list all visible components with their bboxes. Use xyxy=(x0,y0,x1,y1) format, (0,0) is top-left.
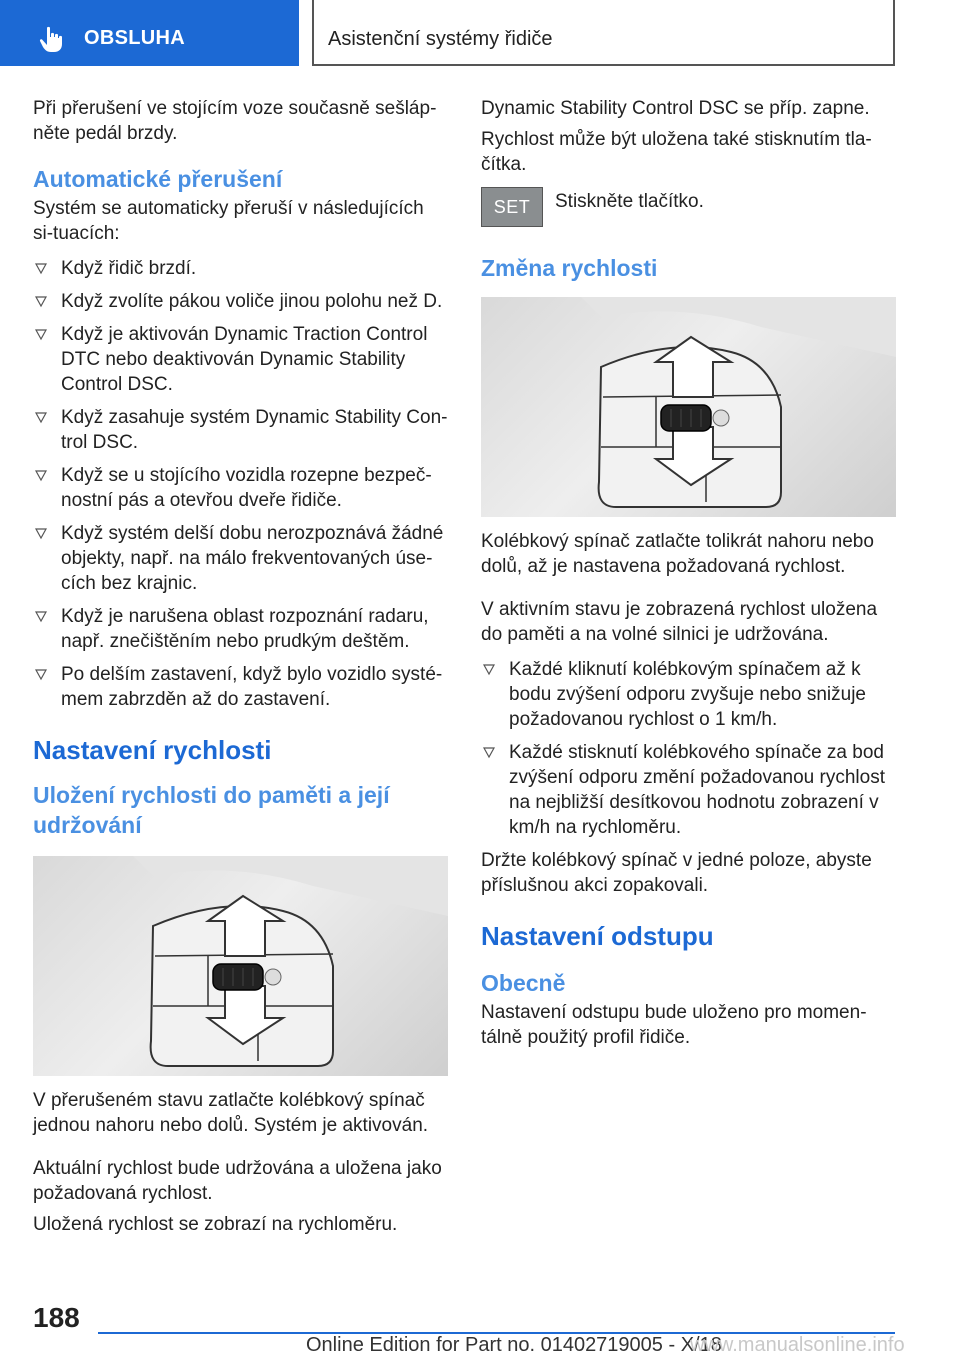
store-speed-paragraph-1: V přerušeném stavu zatlačte kolébkový spínač jednou nahoru nebo dolů. Systém je aktivován. xyxy=(33,1090,429,1136)
triangle-bullet-icon xyxy=(35,470,47,482)
store-speed-paragraph-3: Uložená rychlost se zobrazí na rychloměru. xyxy=(33,1214,398,1235)
triangle-bullet-icon xyxy=(483,664,495,676)
rocker-switch-illustration xyxy=(481,297,896,517)
heading-speed-change: Změna rychlosti xyxy=(481,255,658,281)
heading-general: Obecně xyxy=(481,970,566,996)
list-item: Když je aktivován Dynamic Traction Control DTC nebo deaktivován Dynamic Stability Control DSC. xyxy=(33,322,448,397)
edition-text: Online Edition for Part no. 01402719005 - X/18 xyxy=(306,1334,722,1356)
page-footer xyxy=(0,1300,960,1362)
speed-change-paragraph-2: V aktivním stavu je zobrazená rychlost uložena do paměti a na volné silnici je udržována. xyxy=(481,599,878,645)
auto-interrupt-list xyxy=(33,256,448,712)
list-item: Když zasahuje systém Dynamic Stability Con-trol DSC. xyxy=(33,405,448,455)
triangle-bullet-icon xyxy=(483,747,495,759)
right-column xyxy=(481,96,896,1056)
page-number: 188 xyxy=(33,1302,80,1333)
store-button-paragraph: Rychlost může být uložena také stisknutím tla-čítka. xyxy=(481,129,872,175)
page-header xyxy=(0,0,960,66)
list-item: Když je narušena oblast rozpoznání radaru, např. znečištěním nebo prudkým deštěm. xyxy=(33,604,448,654)
store-speed-paragraph-2: Aktuální rychlost bude udržována a uložena jako požadovaná rychlost. xyxy=(33,1158,442,1204)
dsc-paragraph: Dynamic Stability Control DSC se příp. zapne. xyxy=(481,98,870,119)
hold-paragraph: Držte kolébkový spínač v jedné poloze, abyste příslušnou akci zopakovali. xyxy=(481,850,872,896)
list-item: Po delším zastavení, když bylo vozidlo systé-mem zabrzděn až do zastavení. xyxy=(33,662,448,712)
speed-change-paragraph-1: Kolébkový spínač zatlačte tolikrát nahoru nebo dolů, až je nastavena požadovaná rychlost. xyxy=(481,531,874,577)
watermark: www.manualsonline.info xyxy=(690,1334,905,1356)
section-header xyxy=(312,0,895,66)
steering-wheel-rocker-photo xyxy=(33,856,448,1076)
list-item: Každé stisknutí kolébkového spínače za bod zvýšení odporu změní požadovanou rychlost na nejbližší desítkovou hodnotu zobrazení v km/h na rychloměru. xyxy=(481,740,896,840)
triangle-bullet-icon xyxy=(35,412,47,424)
auto-interrupt-text: Systém se automaticky přeruší v následujících si-tuacích: xyxy=(33,198,424,244)
section-title: Asistenční systémy řidiče xyxy=(328,28,553,50)
chapter-tab[interactable] xyxy=(0,0,299,66)
heading-distance-setting: Nastavení odstupu xyxy=(481,921,714,951)
triangle-bullet-icon xyxy=(35,669,47,681)
triangle-bullet-icon xyxy=(35,263,47,275)
rocker-switch-illustration xyxy=(33,856,448,1076)
list-item: Když zvolíte pákou voliče jinou polohu než D. xyxy=(33,289,448,314)
set-button-row xyxy=(481,187,896,227)
list-item: Když řidič brzdí. xyxy=(33,256,448,281)
heading-speed-setting: Nastavení rychlosti xyxy=(33,735,272,765)
steering-wheel-rocker-photo xyxy=(481,297,896,517)
heading-auto-interrupt: Automatické přerušení xyxy=(33,166,283,192)
heading-store-speed: Uložení rychlosti do paměti a její udržování xyxy=(33,782,390,838)
set-button[interactable]: SET xyxy=(481,187,543,227)
chapter-tab-label: OBSLUHA xyxy=(84,27,185,49)
triangle-bullet-icon xyxy=(35,296,47,308)
left-column xyxy=(33,96,448,1243)
set-button-text: Stiskněte tlačítko. xyxy=(555,191,704,212)
list-item: Když se u stojícího vozidla rozepne bezpeč-nostní pás a otevřou dveře řidiče. xyxy=(33,463,448,513)
triangle-bullet-icon xyxy=(35,611,47,623)
list-item: Každé kliknutí kolébkovým spínačem až k bodu zvýšení odporu zvyšuje nebo snižuje požadovanou rychlost o 1 km/h. xyxy=(481,657,896,732)
distance-paragraph: Nastavení odstupu bude uloženo pro momen-tálně použitý profil řidiče. xyxy=(481,1002,867,1048)
triangle-bullet-icon xyxy=(35,528,47,540)
triangle-bullet-icon xyxy=(35,329,47,341)
hand-pointer-icon xyxy=(38,25,66,53)
intro-paragraph: Při přerušení ve stojícím voze současně sešláp-něte pedál brzdy. xyxy=(33,98,437,144)
list-item: Když systém delší dobu nerozpoznává žádné objekty, např. na málo frekventovaných úse-cích bez krajnic. xyxy=(33,521,448,596)
speed-change-list xyxy=(481,657,896,840)
